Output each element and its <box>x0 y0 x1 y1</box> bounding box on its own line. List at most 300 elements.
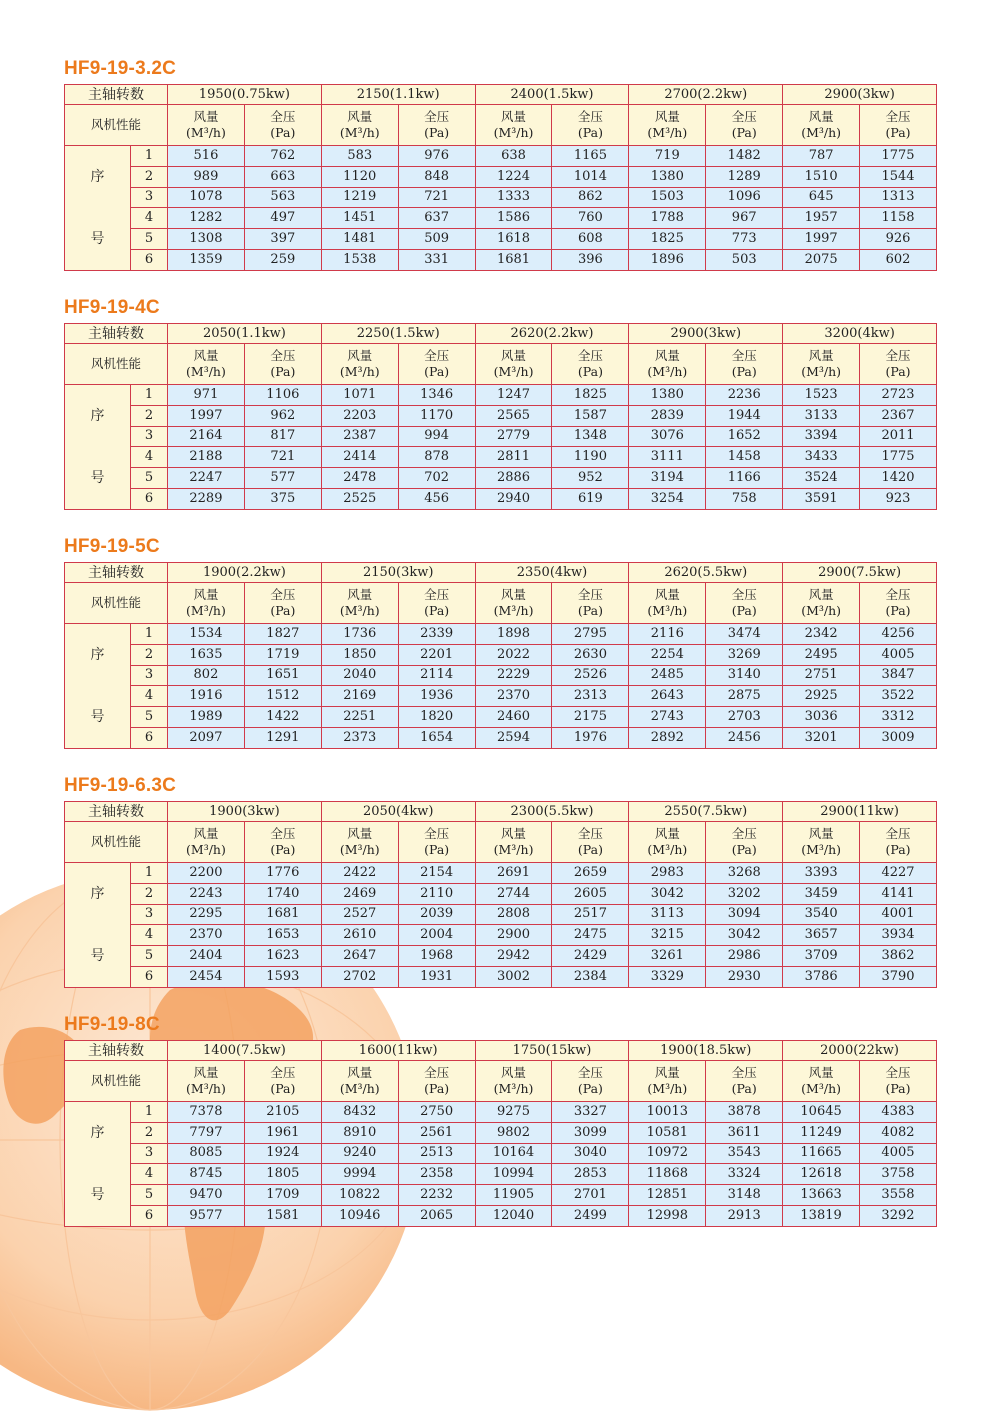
speed-label: 主轴转数 <box>65 1041 168 1061</box>
flow-column-header <box>783 344 860 385</box>
flow-value: 2691 <box>475 863 552 884</box>
row-number: 5 <box>131 1185 168 1206</box>
flow-value: 2525 <box>321 488 398 509</box>
column-label: 风量 <box>501 826 527 841</box>
flow-value: 3036 <box>783 707 860 728</box>
table-row <box>65 1164 937 1185</box>
speed-header: 2700(2.2kw) <box>629 85 783 105</box>
flow-column-header <box>475 105 552 146</box>
flow-value: 9802 <box>475 1122 552 1143</box>
flow-column-header <box>475 583 552 624</box>
flow-value: 787 <box>783 146 860 167</box>
column-label: 风量 <box>193 826 219 841</box>
row-number: 3 <box>131 1143 168 1164</box>
sequence-label-top: 序 <box>90 885 105 902</box>
pressure-value: 1170 <box>398 405 475 426</box>
pressure-value: 1165 <box>552 146 629 167</box>
flow-value: 1534 <box>168 624 245 645</box>
row-number: 1 <box>131 1102 168 1123</box>
column-label: 风量 <box>654 587 680 602</box>
flow-value: 11249 <box>783 1122 860 1143</box>
pressure-value: 3292 <box>860 1205 937 1226</box>
pressure-value: 4383 <box>860 1102 937 1123</box>
pressure-value: 2105 <box>244 1102 321 1123</box>
pressure-value: 994 <box>398 426 475 447</box>
row-number: 3 <box>131 426 168 447</box>
column-unit: (Pa) <box>577 125 603 140</box>
flow-value: 3709 <box>783 946 860 967</box>
column-unit: (M³/h) <box>186 125 226 140</box>
flow-value: 1736 <box>321 624 398 645</box>
pressure-value: 923 <box>860 488 937 509</box>
sequence-label-top: 序 <box>90 168 105 185</box>
pressure-value: 848 <box>398 166 475 187</box>
pressure-value: 2367 <box>860 405 937 426</box>
pressure-value: 396 <box>552 249 629 270</box>
pressure-value: 608 <box>552 229 629 250</box>
flow-value: 1120 <box>321 166 398 187</box>
model-title: HF9-19-8C <box>64 1014 160 1035</box>
column-unit: (M³/h) <box>493 1081 534 1096</box>
flow-column-header <box>629 583 706 624</box>
column-label: 全压 <box>424 109 450 124</box>
fan-table-section <box>64 1010 936 1227</box>
flow-value: 2527 <box>321 904 398 925</box>
flow-value: 2900 <box>475 925 552 946</box>
flow-column-header <box>783 822 860 863</box>
flow-column-header <box>321 1061 398 1102</box>
flow-column-header <box>168 1061 245 1102</box>
column-unit: (Pa) <box>577 1081 603 1096</box>
flow-value: 2188 <box>168 447 245 468</box>
column-unit: (Pa) <box>885 603 911 618</box>
pressure-value: 2526 <box>552 665 629 686</box>
sequence-label <box>65 1102 131 1227</box>
column-label: 全压 <box>731 109 757 124</box>
column-unit: (Pa) <box>731 1081 757 1096</box>
flow-value: 2743 <box>629 707 706 728</box>
pressure-value: 1348 <box>552 426 629 447</box>
column-unit: (Pa) <box>424 842 450 857</box>
pressure-value: 3558 <box>860 1185 937 1206</box>
flow-column-header <box>321 583 398 624</box>
flow-value: 9240 <box>321 1143 398 1164</box>
pressure-value: 1740 <box>244 883 321 904</box>
table-row <box>65 208 937 229</box>
row-number: 2 <box>131 166 168 187</box>
pressure-value: 663 <box>244 166 321 187</box>
column-label: 全压 <box>577 826 603 841</box>
flow-column-header <box>321 105 398 146</box>
pressure-value: 1820 <box>398 707 475 728</box>
flow-value: 1898 <box>475 624 552 645</box>
flow-value: 12998 <box>629 1205 706 1226</box>
pressure-value: 2065 <box>398 1205 475 1226</box>
performance-table <box>64 323 937 510</box>
flow-value: 2422 <box>321 863 398 884</box>
row-number: 2 <box>131 405 168 426</box>
flow-value: 2478 <box>321 468 398 489</box>
column-label: 全压 <box>577 1065 603 1080</box>
speed-header: 2900(3kw) <box>629 324 783 344</box>
pressure-value: 4001 <box>860 904 937 925</box>
pressure-value: 3094 <box>706 904 783 925</box>
flow-value: 1538 <box>321 249 398 270</box>
table-row <box>65 166 937 187</box>
speed-header: 2620(2.2kw) <box>475 324 629 344</box>
flow-column-header <box>168 583 245 624</box>
pressure-column-header <box>244 105 321 146</box>
flow-value: 10013 <box>629 1102 706 1123</box>
column-unit: (M³/h) <box>801 1081 841 1096</box>
flow-value: 2229 <box>475 665 552 686</box>
column-unit: (M³/h) <box>493 125 534 140</box>
flow-value: 2169 <box>321 686 398 707</box>
sequence-label-top: 序 <box>90 1124 105 1141</box>
pressure-value: 1936 <box>398 686 475 707</box>
flow-value: 10645 <box>783 1102 860 1123</box>
pressure-column-header <box>244 344 321 385</box>
pressure-value: 3790 <box>860 966 937 987</box>
flow-value: 2610 <box>321 925 398 946</box>
pressure-value: 1289 <box>706 166 783 187</box>
performance-label: 风机性能 <box>65 583 168 624</box>
flow-value: 3133 <box>783 405 860 426</box>
column-unit: (M³/h) <box>339 125 380 140</box>
flow-value: 1989 <box>168 707 245 728</box>
column-label: 全压 <box>270 109 296 124</box>
pressure-value: 1422 <box>244 707 321 728</box>
pressure-value: 1458 <box>706 447 783 468</box>
flow-value: 2983 <box>629 863 706 884</box>
pressure-value: 2499 <box>552 1205 629 1226</box>
pressure-value: 2475 <box>552 925 629 946</box>
table-row <box>65 229 937 250</box>
flow-value: 1825 <box>629 229 706 250</box>
flow-value: 2022 <box>475 644 552 665</box>
speed-label: 主轴转数 <box>65 85 168 105</box>
column-label: 风量 <box>347 1065 373 1080</box>
flow-value: 2751 <box>783 665 860 686</box>
flow-value: 1219 <box>321 187 398 208</box>
pressure-column-header <box>398 1061 475 1102</box>
flow-value: 2097 <box>168 727 245 748</box>
table-row <box>65 1122 937 1143</box>
column-label: 全压 <box>424 826 450 841</box>
pressure-value: 3862 <box>860 946 937 967</box>
pressure-value: 721 <box>244 447 321 468</box>
row-number: 1 <box>131 624 168 645</box>
column-label: 全压 <box>885 587 911 602</box>
pressure-value: 577 <box>244 468 321 489</box>
pressure-value: 3934 <box>860 925 937 946</box>
column-label: 全压 <box>270 826 296 841</box>
sequence-label <box>65 863 131 988</box>
flow-value: 1850 <box>321 644 398 665</box>
performance-label: 风机性能 <box>65 1061 168 1102</box>
column-unit: (M³/h) <box>339 1081 380 1096</box>
pressure-column-header <box>244 1061 321 1102</box>
pressure-value: 2630 <box>552 644 629 665</box>
column-label: 风量 <box>808 826 834 841</box>
pressure-value: 2723 <box>860 385 937 406</box>
flow-value: 3329 <box>629 966 706 987</box>
flow-value: 1916 <box>168 686 245 707</box>
pressure-value: 1827 <box>244 624 321 645</box>
model-title: HF9-19-4C <box>64 297 160 318</box>
flow-value: 583 <box>321 146 398 167</box>
row-number: 4 <box>131 1164 168 1185</box>
model-title: HF9-19-6.3C <box>64 775 177 796</box>
pressure-value: 1924 <box>244 1143 321 1164</box>
column-label: 风量 <box>193 587 219 602</box>
column-unit: (M³/h) <box>647 125 688 140</box>
pressure-value: 3202 <box>706 883 783 904</box>
flow-value: 7797 <box>168 1122 245 1143</box>
pressure-value: 1775 <box>860 447 937 468</box>
performance-table <box>64 1040 937 1227</box>
flow-value: 2387 <box>321 426 398 447</box>
pressure-value: 637 <box>398 208 475 229</box>
pressure-value: 3269 <box>706 644 783 665</box>
flow-value: 2454 <box>168 966 245 987</box>
speed-header: 2300(5.5kw) <box>475 802 629 822</box>
pressure-value: 1166 <box>706 468 783 489</box>
column-unit: (Pa) <box>577 842 603 857</box>
pressure-value: 2605 <box>552 883 629 904</box>
flow-column-header <box>321 344 398 385</box>
table-row <box>65 925 937 946</box>
pressure-value: 758 <box>706 488 783 509</box>
row-number: 1 <box>131 146 168 167</box>
pressure-value: 2154 <box>398 863 475 884</box>
column-label: 全压 <box>731 1065 757 1080</box>
flow-value: 2200 <box>168 863 245 884</box>
pressure-column-header <box>552 583 629 624</box>
pressure-value: 1313 <box>860 187 937 208</box>
pressure-value: 3268 <box>706 863 783 884</box>
column-unit: (Pa) <box>270 842 296 857</box>
pressure-column-header <box>398 822 475 863</box>
table-row <box>65 966 937 987</box>
pressure-value: 2236 <box>706 385 783 406</box>
performance-label: 风机性能 <box>65 822 168 863</box>
column-unit: (Pa) <box>270 364 296 379</box>
speed-header: 1600(11kw) <box>321 1041 475 1061</box>
pressure-column-header <box>398 583 475 624</box>
pressure-value: 4005 <box>860 1143 937 1164</box>
pressure-column-header <box>244 822 321 863</box>
column-label: 风量 <box>501 348 527 363</box>
pressure-value: 817 <box>244 426 321 447</box>
column-label: 风量 <box>654 348 680 363</box>
flow-value: 10581 <box>629 1122 706 1143</box>
column-unit: (Pa) <box>885 125 911 140</box>
table-row <box>65 1143 937 1164</box>
pressure-value: 1968 <box>398 946 475 967</box>
model-title: HF9-19-3.2C <box>64 58 177 79</box>
pressure-value: 1587 <box>552 405 629 426</box>
column-label: 全压 <box>731 826 757 841</box>
flow-value: 2243 <box>168 883 245 904</box>
flow-value: 2254 <box>629 644 706 665</box>
pressure-value: 3522 <box>860 686 937 707</box>
column-label: 全压 <box>577 109 603 124</box>
pressure-value: 760 <box>552 208 629 229</box>
pressure-value: 3327 <box>552 1102 629 1123</box>
row-number: 1 <box>131 385 168 406</box>
flow-value: 1523 <box>783 385 860 406</box>
flow-value: 3111 <box>629 447 706 468</box>
pressure-column-header <box>706 583 783 624</box>
column-label: 风量 <box>654 109 680 124</box>
pressure-value: 962 <box>244 405 321 426</box>
column-unit: (Pa) <box>270 1081 296 1096</box>
flow-column-header <box>475 344 552 385</box>
row-number: 5 <box>131 468 168 489</box>
flow-value: 1788 <box>629 208 706 229</box>
row-number: 2 <box>131 644 168 665</box>
row-number: 4 <box>131 925 168 946</box>
pressure-value: 2795 <box>552 624 629 645</box>
flow-column-header <box>783 1061 860 1102</box>
column-label: 风量 <box>654 826 680 841</box>
flow-value: 9994 <box>321 1164 398 1185</box>
pressure-column-header <box>398 105 475 146</box>
pressure-value: 1825 <box>552 385 629 406</box>
pressure-value: 509 <box>398 229 475 250</box>
pressure-value: 3611 <box>706 1122 783 1143</box>
flow-value: 8910 <box>321 1122 398 1143</box>
pressure-value: 1014 <box>552 166 629 187</box>
speed-header: 1750(15kw) <box>475 1041 629 1061</box>
flow-value: 2404 <box>168 946 245 967</box>
table-row <box>65 426 937 447</box>
column-unit: (M³/h) <box>801 842 842 857</box>
flow-value: 10994 <box>475 1164 552 1185</box>
flow-value: 2460 <box>475 707 552 728</box>
column-unit: (M³/h) <box>186 842 226 857</box>
flow-value: 3540 <box>783 904 860 925</box>
performance-label: 风机性能 <box>65 105 168 146</box>
speed-header: 2400(1.5kw) <box>475 85 629 105</box>
flow-value: 2370 <box>475 686 552 707</box>
flow-value: 3524 <box>783 468 860 489</box>
pressure-value: 1719 <box>244 644 321 665</box>
column-unit: (M³/h) <box>647 364 688 379</box>
column-label: 全压 <box>424 587 450 602</box>
flow-value: 1510 <box>783 166 860 187</box>
pressure-value: 862 <box>552 187 629 208</box>
flow-value: 1333 <box>475 187 552 208</box>
column-label: 全压 <box>885 1065 911 1080</box>
row-number: 6 <box>131 966 168 987</box>
flow-value: 1997 <box>168 405 245 426</box>
speed-header: 2550(7.5kw) <box>629 802 783 822</box>
pressure-value: 1944 <box>706 405 783 426</box>
row-number: 3 <box>131 665 168 686</box>
pressure-value: 2659 <box>552 863 629 884</box>
column-unit: (Pa) <box>270 125 296 140</box>
flow-value: 2702 <box>321 966 398 987</box>
table-row <box>65 385 937 406</box>
pressure-column-header <box>860 583 937 624</box>
pressure-column-header <box>398 344 475 385</box>
flow-value: 2940 <box>475 488 552 509</box>
column-unit: (Pa) <box>424 603 450 618</box>
flow-value: 3201 <box>783 727 860 748</box>
pressure-value: 2039 <box>398 904 475 925</box>
row-number: 4 <box>131 208 168 229</box>
sequence-label <box>65 624 131 749</box>
column-unit: (Pa) <box>424 364 450 379</box>
flow-value: 645 <box>783 187 860 208</box>
flow-value: 1282 <box>168 208 245 229</box>
table-row <box>65 1205 937 1226</box>
pressure-value: 1654 <box>398 727 475 748</box>
flow-value: 2040 <box>321 665 398 686</box>
pressure-value: 3009 <box>860 727 937 748</box>
column-label: 风量 <box>347 587 373 602</box>
pressure-value: 1512 <box>244 686 321 707</box>
pressure-value: 3140 <box>706 665 783 686</box>
flow-value: 3261 <box>629 946 706 967</box>
flow-value: 1071 <box>321 385 398 406</box>
pressure-value: 2701 <box>552 1185 629 1206</box>
column-unit: (M³/h) <box>801 125 842 140</box>
flow-value: 2373 <box>321 727 398 748</box>
table-row <box>65 624 937 645</box>
flow-value: 2342 <box>783 624 860 645</box>
pressure-value: 2930 <box>706 966 783 987</box>
pressure-column-header <box>860 1061 937 1102</box>
flow-value: 12851 <box>629 1185 706 1206</box>
flow-value: 3657 <box>783 925 860 946</box>
flow-value: 1451 <box>321 208 398 229</box>
pressure-value: 602 <box>860 249 937 270</box>
pressure-column-header <box>552 822 629 863</box>
flow-value: 9577 <box>168 1205 245 1226</box>
pressure-value: 503 <box>706 249 783 270</box>
pressure-value: 702 <box>398 468 475 489</box>
column-label: 全压 <box>731 348 757 363</box>
pressure-value: 2358 <box>398 1164 475 1185</box>
pressure-value: 1805 <box>244 1164 321 1185</box>
pressure-value: 1652 <box>706 426 783 447</box>
speed-header: 2900(3kw) <box>783 85 937 105</box>
flow-column-header <box>783 105 860 146</box>
model-title: HF9-19-5C <box>64 536 160 557</box>
column-label: 全压 <box>270 587 296 602</box>
flow-column-header <box>629 344 706 385</box>
pressure-value: 4256 <box>860 624 937 645</box>
pressure-value: 331 <box>398 249 475 270</box>
table-row <box>65 146 937 167</box>
flow-value: 3076 <box>629 426 706 447</box>
speed-header: 2350(4kw) <box>475 563 629 583</box>
pressure-value: 1581 <box>244 1205 321 1226</box>
column-label: 全压 <box>270 1065 296 1080</box>
speed-header: 2050(1.1kw) <box>168 324 322 344</box>
flow-value: 1078 <box>168 187 245 208</box>
pressure-value: 1106 <box>244 385 321 406</box>
column-label: 全压 <box>885 826 911 841</box>
pressure-column-header <box>552 344 629 385</box>
column-label: 全压 <box>731 587 757 602</box>
pressure-value: 1291 <box>244 727 321 748</box>
flow-value: 516 <box>168 146 245 167</box>
column-unit: (Pa) <box>885 1081 911 1096</box>
